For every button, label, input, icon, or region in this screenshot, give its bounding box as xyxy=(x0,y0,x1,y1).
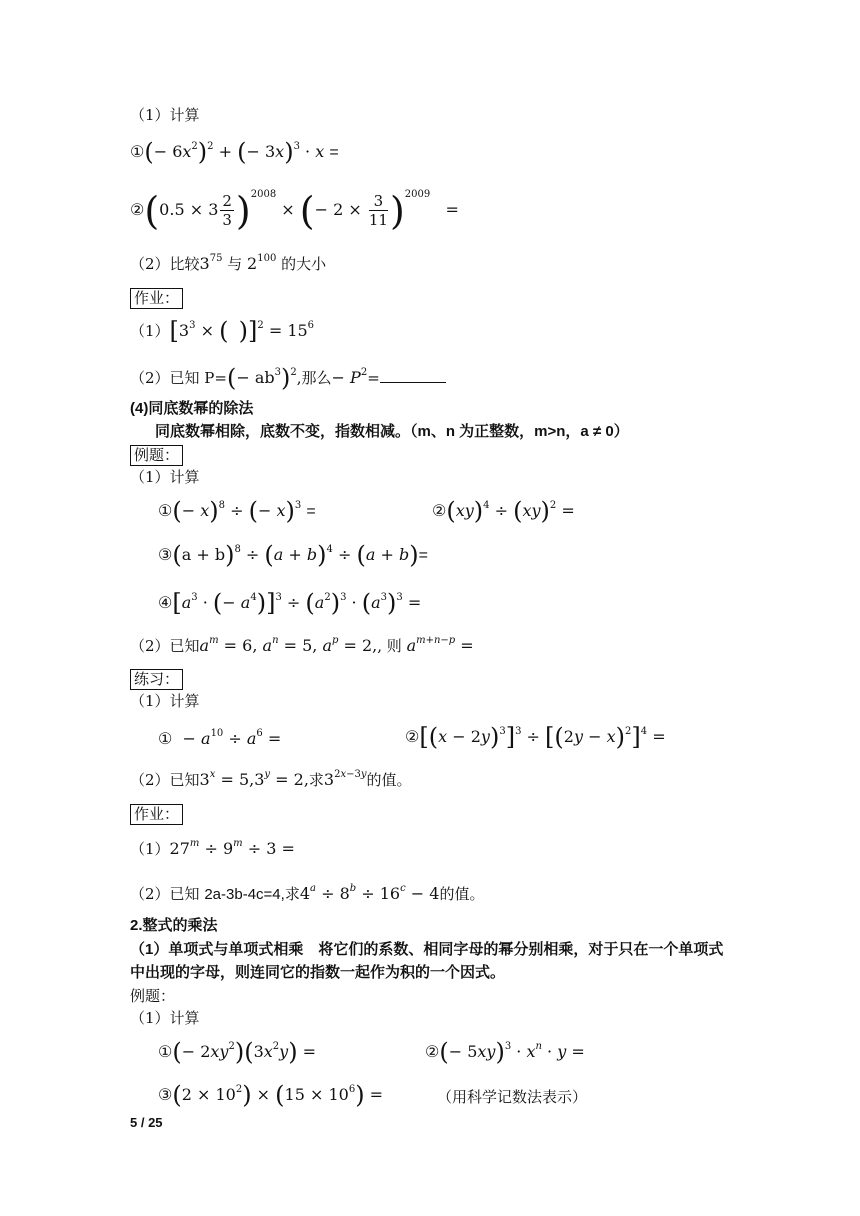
page-number: 5 / 25 xyxy=(130,1115,163,1130)
section-2-rule-line1: （1）单项式与单项式相乘 将它们的系数、相同字母的幂分别相乘，对于只在一个单项式 xyxy=(130,941,724,958)
example-title-2: 例题： xyxy=(130,987,176,1005)
homework-1-q2: （2）已知 $P=(- ab^3)^2$,那么− $P^2=$ xyxy=(130,367,446,389)
homework-title-1: 作业： xyxy=(130,287,183,309)
example-4-q2: （2）已知$a^m = 6$, $a^n = 5$, $a^p = 2$,, 则 $a^{m+n-p}$ = xyxy=(130,635,474,655)
section-2-rule-line2: 中出现的字母，则连同它的指数一起作为积的一个因式。 xyxy=(130,964,506,981)
section-2-heading: 2.整式的乘法 xyxy=(130,917,218,934)
answer-blank xyxy=(380,368,446,383)
practice-1: ① − $a^{10} \div a^6$ = xyxy=(158,728,282,748)
example-4-3: ③(a + $b)^8 \div (a + b)^4 \div (a + b)=$ xyxy=(158,541,428,569)
example-2-2: ②(− $5xy)^3 \cdot x^n \cdot y$ = xyxy=(425,1038,585,1066)
practice-title: 练习： xyxy=(130,668,183,690)
problem-1-1: ①(− $6x^2)^2$ + (− 3x)$^3$ · x = xyxy=(130,138,339,166)
calc-label-practice: （1）计算 xyxy=(130,692,200,710)
example-4-2: ②(xy)$^4$ ÷ (xy)$^2$ = xyxy=(432,497,575,525)
practice-2: ②[(x − $2y)^3]^3 \div [(2y - x)^2]^4$ = xyxy=(405,723,666,751)
example-2-1: ①(− $2xy^2)(3x^2y)$ = xyxy=(158,1038,317,1066)
problem-1-2: ②(0.5 × 3 $\frac{2}{3}$ )$^{2008}$ × (− 2 × $\frac{3}{11}$ )$^{2009}$ = xyxy=(130,189,459,233)
scientific-notation-note: （用科学记数法表示） xyxy=(437,1088,588,1106)
practice-q2: （2）已知$3^x = 5,3^y = 2$,求$3^{2x-3y}$的值。 xyxy=(130,769,412,789)
calc-label-2: （1）计算 xyxy=(130,1009,200,1027)
homework-1-q1: $(1)[3^3$ × ( )]$^2 = 15^6$ xyxy=(130,317,315,345)
calc-label-1: （1）计算 xyxy=(130,106,200,124)
homework-2-q1: $(1)27^m \div 9^m \div 3$ = xyxy=(130,838,295,858)
calc-label-4: （1）计算 xyxy=(130,468,200,486)
section-4-rule: 同底数幂相除，底数不变，指数相减。（m、n 为正整数，m>n，a ≠ 0） xyxy=(155,423,629,440)
homework-2-q2: （2）已知 2a-3b-4c=4,求$4^a \div 8^b \div 16^c - 4$的值。 xyxy=(130,883,485,903)
example-title-4: 例题： xyxy=(130,444,183,466)
section-4-heading: (4)同底数幂的除法 xyxy=(130,400,254,417)
example-4-1: ①(− x)$^8$ ÷ (− x)$^3$ = xyxy=(158,497,316,525)
example-2-3: ③(2 × $10^2) \times (15 \times 10^6)$ = xyxy=(158,1081,384,1109)
homework-title-2: 作业： xyxy=(130,803,183,825)
example-4-4: $④[a^3$ · (− $a^4)]^3 \div (a^2)^3 \cdot (a^3)^3$ = xyxy=(158,589,422,617)
compare-question: （2）比较$3^{75}$ 与 $2^{100}$ 的大小 xyxy=(130,253,327,273)
